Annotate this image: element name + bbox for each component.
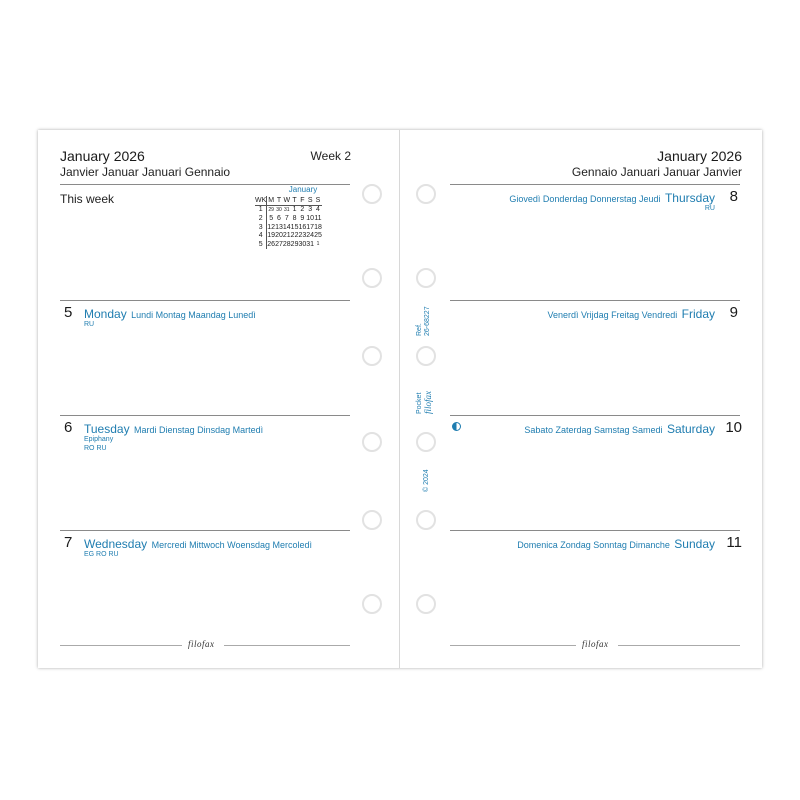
day-heading bbox=[517, 535, 715, 553]
punch-hole bbox=[416, 184, 436, 204]
day-rule bbox=[60, 415, 350, 416]
mini-cal-day: 6 bbox=[277, 214, 281, 222]
punch-hole bbox=[362, 184, 382, 204]
mini-cal-day: 5 bbox=[269, 214, 274, 222]
day-note: EG RO RU bbox=[84, 551, 119, 558]
day-number: 5 bbox=[64, 304, 73, 321]
day-rule bbox=[450, 300, 740, 301]
day-heading bbox=[509, 189, 715, 207]
mini-cal-day: 12 bbox=[267, 223, 276, 231]
punch-hole bbox=[362, 432, 382, 452]
mini-cal-day: 25 bbox=[314, 232, 322, 240]
day-note: RU bbox=[704, 205, 715, 212]
day-rule bbox=[60, 300, 350, 301]
mini-cal-day: 31 bbox=[283, 206, 290, 213]
day-translations: Giovedì Donderdag Donnerstag Jeudi bbox=[509, 194, 661, 204]
left-page-subtitle: Janvier Januar Januari Gennaio bbox=[60, 165, 231, 179]
mini-cal-day: 27 bbox=[275, 240, 283, 248]
mini-cal-day: 19 bbox=[267, 232, 276, 240]
planner-spread bbox=[38, 130, 762, 668]
mini-cal-day: 7 bbox=[284, 214, 289, 222]
day-name: Monday bbox=[84, 307, 127, 321]
day-name: Sunday bbox=[674, 537, 715, 551]
mini-cal-day: 17 bbox=[306, 223, 315, 231]
mini-calendar-grid bbox=[255, 196, 322, 249]
copyright: © 2024 bbox=[423, 469, 430, 492]
mini-cal-day: 3 bbox=[308, 206, 313, 214]
day-translations: Mardi Dienstag Dinsdag Martedì bbox=[134, 425, 264, 435]
mini-cal-head: W bbox=[283, 196, 291, 204]
mini-cal-day: 11 bbox=[314, 214, 322, 222]
mini-cal-day: 13 bbox=[275, 223, 283, 231]
day-translations: Lundi Montag Maandag Lunedì bbox=[131, 310, 256, 320]
day-number: 9 bbox=[729, 304, 738, 321]
mini-calendar-row bbox=[255, 240, 322, 249]
day-rule bbox=[450, 530, 740, 531]
mini-calendar-row bbox=[255, 205, 322, 214]
first-quarter-moon-icon bbox=[452, 422, 461, 431]
this-week-label: This week bbox=[60, 192, 115, 206]
mini-cal-day: 29 bbox=[290, 240, 299, 248]
right-page bbox=[400, 130, 762, 668]
mini-cal-day: 1 bbox=[316, 241, 320, 248]
day-translations: Domenica Zondag Sonntag Dimanche bbox=[517, 540, 670, 550]
day-number: 8 bbox=[729, 188, 738, 205]
footer-rule-left bbox=[60, 645, 182, 646]
day-heading bbox=[547, 305, 715, 323]
day-translations: Venerdì Vrijdag Freitag Vendredi bbox=[547, 310, 678, 320]
punch-hole bbox=[416, 432, 436, 452]
day-name: Thursday bbox=[664, 191, 715, 205]
day-rule bbox=[450, 415, 740, 416]
mini-cal-day: 2 bbox=[300, 206, 305, 214]
mini-cal-day: 9 bbox=[300, 214, 305, 222]
mini-cal-day: 23 bbox=[298, 232, 307, 240]
footer-rule-right bbox=[224, 645, 350, 646]
day-number: 6 bbox=[64, 419, 73, 436]
filofax-logo: filofax bbox=[582, 639, 609, 649]
mini-cal-week: 2 bbox=[255, 214, 267, 223]
day-rule bbox=[60, 530, 350, 531]
spine-filofax-logo: filofax bbox=[423, 391, 433, 414]
mini-cal-head: T bbox=[292, 196, 297, 204]
mini-calendar-row bbox=[255, 231, 322, 240]
mini-cal-day: 29 bbox=[268, 206, 274, 213]
day-note: Epiphany bbox=[84, 436, 114, 443]
day-number: 11 bbox=[726, 534, 742, 551]
right-page-title: January 2026 bbox=[657, 148, 742, 164]
day-note: RO RU bbox=[84, 445, 107, 452]
day-heading bbox=[524, 420, 715, 438]
mini-cal-day: 30 bbox=[276, 206, 282, 213]
mini-calendar-row bbox=[255, 223, 322, 232]
mini-cal-day: 20 bbox=[275, 232, 283, 240]
filofax-logo: filofax bbox=[188, 639, 215, 649]
mini-cal-day: 14 bbox=[282, 223, 291, 231]
punch-hole bbox=[416, 594, 436, 614]
day-note: RU bbox=[84, 321, 95, 328]
punch-hole bbox=[416, 268, 436, 288]
mini-cal-day: 8 bbox=[292, 214, 297, 222]
punch-hole bbox=[362, 268, 382, 288]
right-page-subtitle: Gennaio Januari Januar Janvier bbox=[571, 165, 742, 179]
ref-label: Ref. bbox=[416, 323, 423, 336]
mini-cal-day: 21 bbox=[282, 232, 291, 240]
mini-cal-head: T bbox=[276, 196, 282, 204]
ref-code: 26-68227 bbox=[424, 306, 431, 336]
punch-hole bbox=[416, 346, 436, 366]
mini-cal-head: F bbox=[300, 196, 305, 204]
mini-cal-day: 16 bbox=[298, 223, 307, 231]
week-number: Week 2 bbox=[310, 149, 351, 163]
mini-cal-week: 3 bbox=[255, 223, 267, 232]
header-rule bbox=[450, 184, 740, 185]
size-label: Pocket bbox=[416, 392, 423, 414]
day-number: 10 bbox=[725, 419, 742, 436]
mini-cal-day: 18 bbox=[314, 223, 322, 231]
day-translations: Mercredi Mittwoch Woensdag Mercoledì bbox=[151, 540, 313, 550]
mini-cal-head: S bbox=[315, 196, 321, 204]
punch-hole bbox=[362, 594, 382, 614]
mini-cal-day: 24 bbox=[306, 232, 315, 240]
mini-cal-day: 30 bbox=[298, 240, 307, 248]
mini-cal-day: 28 bbox=[282, 240, 291, 248]
mini-cal-day: 31 bbox=[306, 240, 315, 248]
day-name: Saturday bbox=[666, 422, 715, 436]
mini-calendar-row bbox=[255, 214, 322, 223]
mini-cal-head: S bbox=[307, 196, 313, 204]
mini-cal-day: 15 bbox=[290, 223, 299, 231]
day-name: Wednesday bbox=[84, 537, 148, 551]
punch-hole bbox=[362, 346, 382, 366]
mini-calendar-header bbox=[255, 196, 322, 205]
mini-cal-week: 1 bbox=[255, 205, 267, 214]
footer-rule-left bbox=[450, 645, 576, 646]
day-name: Tuesday bbox=[84, 422, 130, 436]
day-translations: Sabato Zaterdag Samstag Samedi bbox=[524, 425, 663, 435]
day-name: Friday bbox=[681, 307, 715, 321]
punch-hole bbox=[416, 510, 436, 530]
mini-cal-day: 26 bbox=[267, 240, 276, 248]
mini-calendar-title: January bbox=[288, 185, 318, 194]
mini-cal-day: 1 bbox=[292, 206, 297, 214]
day-number: 7 bbox=[64, 534, 73, 551]
footer-rule-right bbox=[618, 645, 740, 646]
mini-cal-week: 5 bbox=[255, 240, 267, 249]
mini-cal-day: 4 bbox=[316, 206, 320, 214]
left-page bbox=[38, 130, 400, 668]
day-heading bbox=[84, 305, 256, 323]
left-page-title: January 2026 bbox=[60, 148, 145, 164]
punch-hole bbox=[362, 510, 382, 530]
mini-cal-day: 22 bbox=[290, 232, 299, 240]
mini-cal-day: 10 bbox=[306, 214, 315, 222]
mini-cal-head: WK bbox=[255, 196, 267, 204]
mini-cal-head: M bbox=[268, 196, 275, 204]
mini-cal-week: 4 bbox=[255, 231, 267, 240]
